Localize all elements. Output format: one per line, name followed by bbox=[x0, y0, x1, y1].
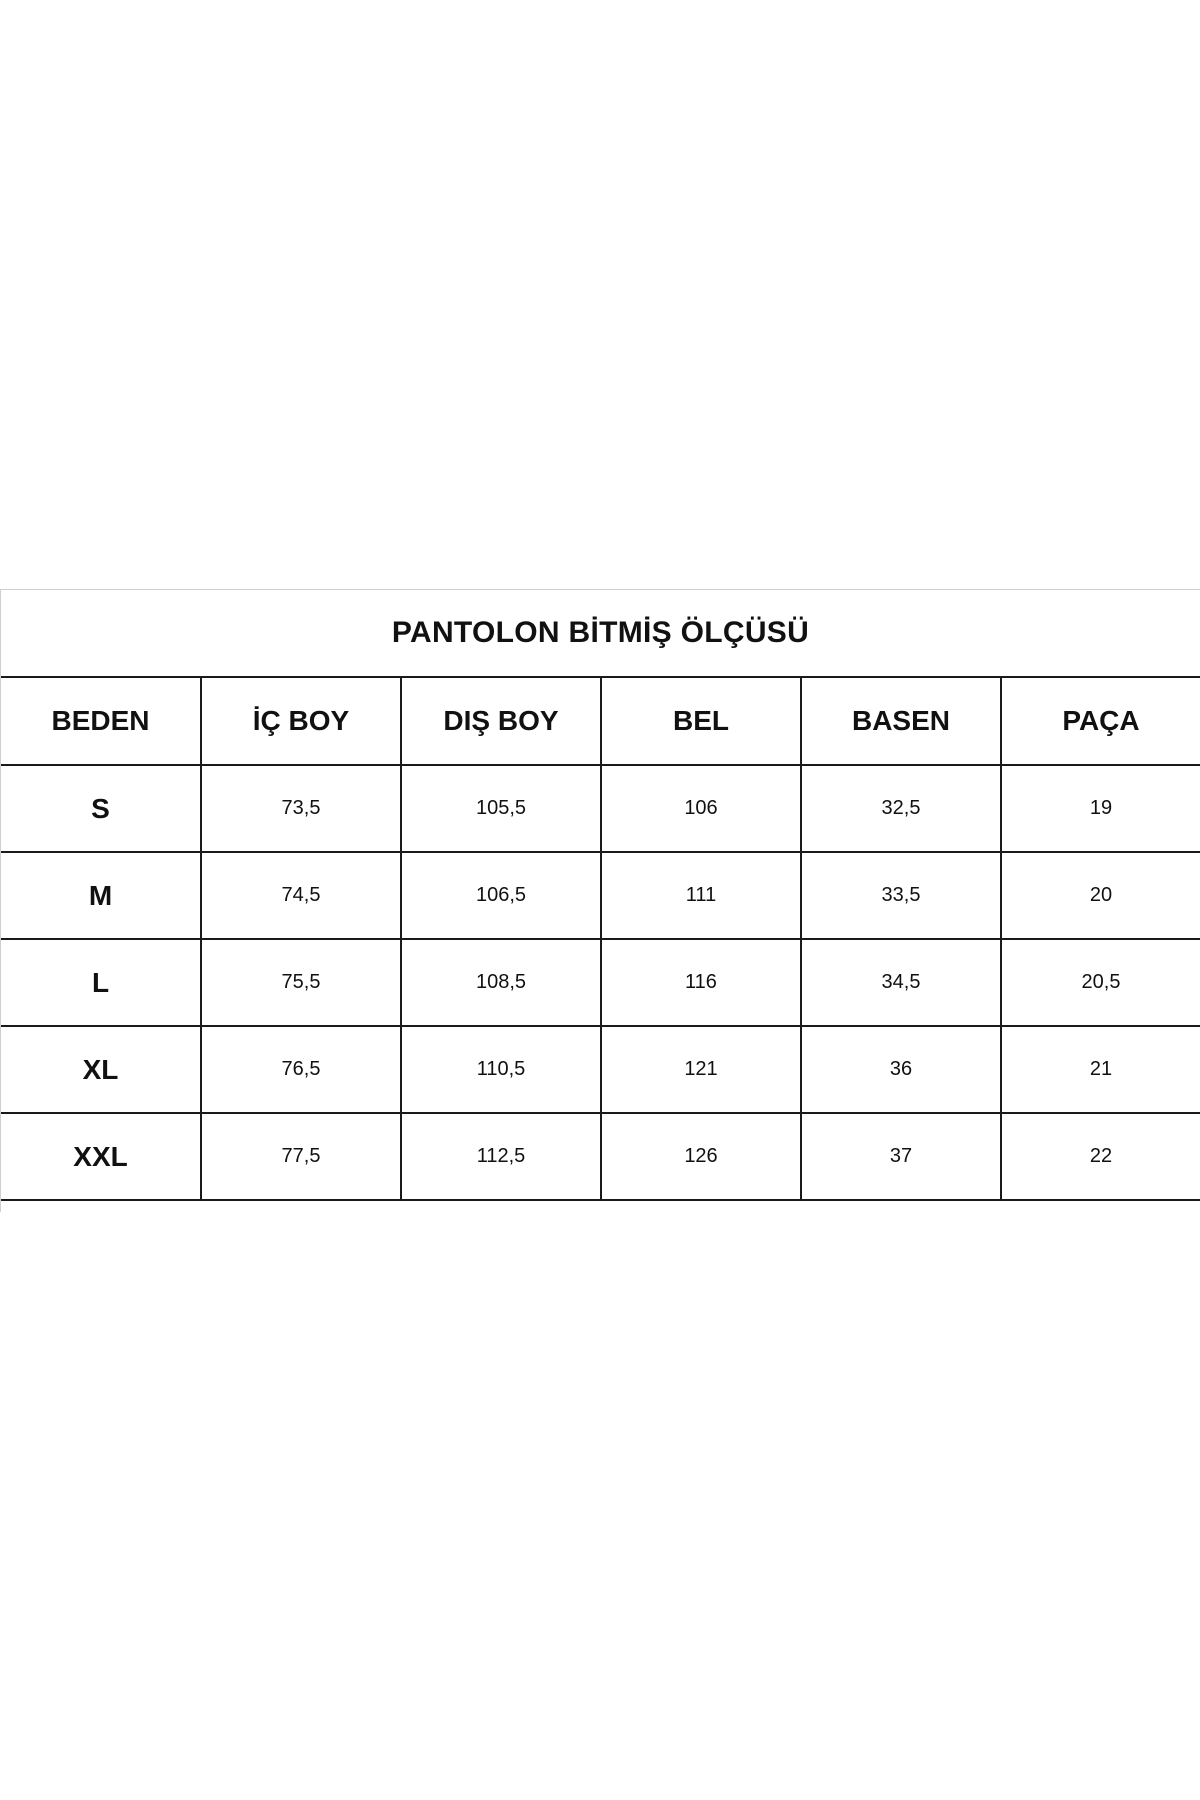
size-label: XL bbox=[1, 1026, 201, 1113]
chart-title: PANTOLON BİTMİŞ ÖLÇÜSÜ bbox=[1, 590, 1200, 678]
header-row bbox=[1, 678, 1200, 765]
table-row bbox=[1, 1026, 1200, 1113]
header-dis-boy: DIŞ BOY bbox=[401, 678, 601, 765]
bel-value: 116 bbox=[601, 939, 801, 1026]
dis-boy-value: 108,5 bbox=[401, 939, 601, 1026]
dis-boy-value: 112,5 bbox=[401, 1113, 601, 1200]
ic-boy-value: 76,5 bbox=[201, 1026, 401, 1113]
basen-value: 32,5 bbox=[801, 765, 1001, 852]
dis-boy-value: 106,5 bbox=[401, 852, 601, 939]
bel-value: 106 bbox=[601, 765, 801, 852]
header-paca: PAÇA bbox=[1001, 678, 1200, 765]
header-basen: BASEN bbox=[801, 678, 1001, 765]
size-chart bbox=[0, 589, 1200, 1212]
table-row bbox=[1, 765, 1200, 852]
size-label: L bbox=[1, 939, 201, 1026]
paca-value: 19 bbox=[1001, 765, 1200, 852]
bel-value: 121 bbox=[601, 1026, 801, 1113]
ic-boy-value: 74,5 bbox=[201, 852, 401, 939]
table-row bbox=[1, 852, 1200, 939]
paca-value: 22 bbox=[1001, 1113, 1200, 1200]
dis-boy-value: 105,5 bbox=[401, 765, 601, 852]
bel-value: 111 bbox=[601, 852, 801, 939]
basen-value: 34,5 bbox=[801, 939, 1001, 1026]
basen-value: 33,5 bbox=[801, 852, 1001, 939]
ic-boy-value: 77,5 bbox=[201, 1113, 401, 1200]
bel-value: 126 bbox=[601, 1113, 801, 1200]
paca-value: 20 bbox=[1001, 852, 1200, 939]
table-row bbox=[1, 1113, 1200, 1200]
size-label: S bbox=[1, 765, 201, 852]
header-beden: BEDEN bbox=[1, 678, 201, 765]
size-label: XXL bbox=[1, 1113, 201, 1200]
ic-boy-value: 75,5 bbox=[201, 939, 401, 1026]
paca-value: 20,5 bbox=[1001, 939, 1200, 1026]
header-ic-boy: İÇ BOY bbox=[201, 678, 401, 765]
table-row bbox=[1, 939, 1200, 1026]
basen-value: 36 bbox=[801, 1026, 1001, 1113]
header-bel: BEL bbox=[601, 678, 801, 765]
dis-boy-value: 110,5 bbox=[401, 1026, 601, 1113]
ic-boy-value: 73,5 bbox=[201, 765, 401, 852]
size-table bbox=[1, 678, 1200, 1201]
size-label: M bbox=[1, 852, 201, 939]
basen-value: 37 bbox=[801, 1113, 1001, 1200]
paca-value: 21 bbox=[1001, 1026, 1200, 1113]
